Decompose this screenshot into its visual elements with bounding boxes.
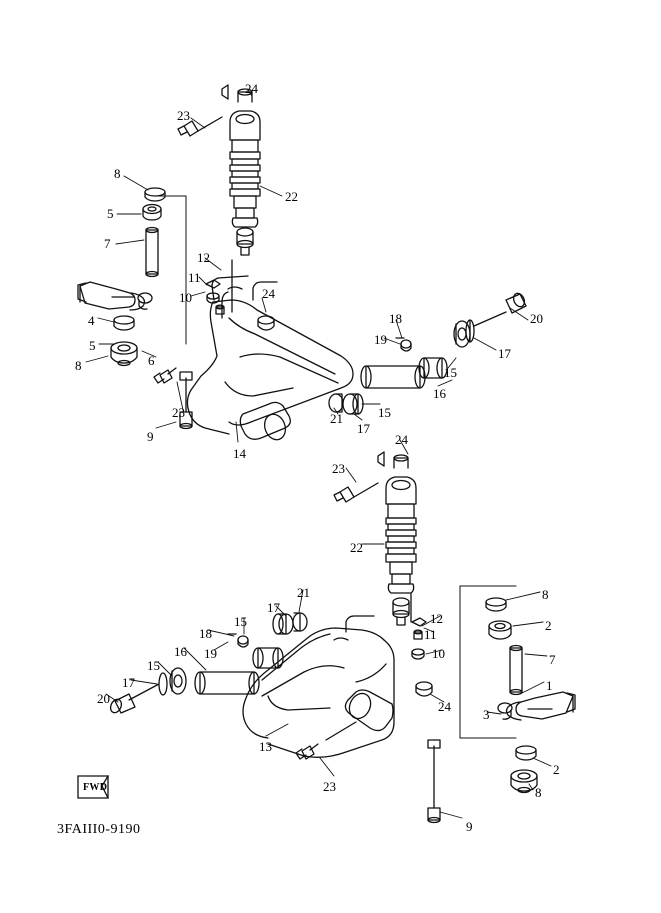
callout-c8-lr: 8: [542, 587, 549, 602]
callout-c17-ur: 17: [498, 346, 511, 361]
lower-a-arm: [109, 594, 440, 823]
callout-c1-lr: 1: [546, 678, 553, 693]
callout-c16-low: 16: [174, 644, 187, 659]
callout-c21-mid: 21: [330, 411, 343, 426]
callout-c8-ul: 8: [114, 166, 121, 181]
callout-c15-low: 15: [234, 614, 247, 629]
callout-c5-ul: 5: [107, 206, 114, 221]
callout-c17-low: 17: [267, 600, 280, 615]
callout-c8-ul2: 8: [75, 358, 82, 373]
callout-c9-low: 9: [466, 819, 473, 834]
callout-c15-low2: 15: [147, 658, 160, 673]
callout-c18-low: 18: [199, 626, 212, 641]
upper-shock-absorber: [178, 85, 260, 255]
callout-c8-lr2: 8: [535, 785, 542, 800]
callout-c23-low: 23: [323, 779, 336, 794]
callout-c2-lr: 2: [545, 618, 552, 633]
callout-c7-ul: 7: [104, 236, 111, 251]
callout-c16-ur: 16: [433, 386, 446, 401]
callout-c22-low: 22: [350, 540, 363, 555]
callout-c12-ul: 12: [197, 250, 210, 265]
callout-c17-mid: 17: [357, 421, 370, 436]
callout-c6-ul: 6: [148, 353, 155, 368]
callout-c7-lr: 7: [549, 652, 556, 667]
fwd-marker-label: FWD: [83, 782, 108, 793]
callout-c23-mid: 23: [332, 461, 345, 476]
callout-c18-ur: 18: [389, 311, 402, 326]
lower-knuckle-assembly: [486, 598, 575, 793]
callout-c24-mid: 24: [395, 432, 408, 447]
callout-c10-ul: 10: [179, 290, 192, 305]
callout-c9-ml: 9: [147, 429, 154, 444]
callout-c23-ml: 23: [172, 405, 185, 420]
callout-c21-low: 21: [297, 585, 310, 600]
callout-c12-lr: 12: [430, 611, 443, 626]
callout-c20-ur: 20: [530, 311, 543, 326]
callout-c17-low2: 17: [122, 675, 135, 690]
callout-c22-top: 22: [285, 189, 298, 204]
callout-c14-ml: 14: [233, 446, 246, 461]
callout-c24-low: 24: [438, 699, 451, 714]
lower-shock-absorber: [334, 452, 416, 625]
callout-c19-low: 19: [204, 646, 217, 661]
callout-c13-low: 13: [259, 739, 272, 754]
callout-c3-lr: 3: [483, 707, 490, 722]
callout-c19-ur: 19: [374, 332, 387, 347]
upper-right-bushing-group: [206, 260, 526, 414]
callout-c15-ur: 15: [444, 365, 457, 380]
callout-c23-top: 23: [177, 108, 190, 123]
diagram-part-number: 3FAIII0-9190: [57, 822, 141, 837]
callout-c24-top: 24: [245, 81, 258, 96]
callout-c2-lr2: 2: [553, 762, 560, 777]
callout-c5-ul2: 5: [89, 338, 96, 353]
callout-c15-mid: 15: [378, 405, 391, 420]
callout-c20-low: 20: [97, 691, 110, 706]
callout-c24-ul: 24: [262, 286, 275, 301]
fwd-marker: [76, 774, 112, 802]
callout-c10-lr: 10: [432, 646, 445, 661]
callout-c11-ul: 11: [188, 270, 201, 285]
callout-c4-ul: 4: [88, 313, 95, 328]
callout-c11-lr: 11: [424, 627, 437, 642]
